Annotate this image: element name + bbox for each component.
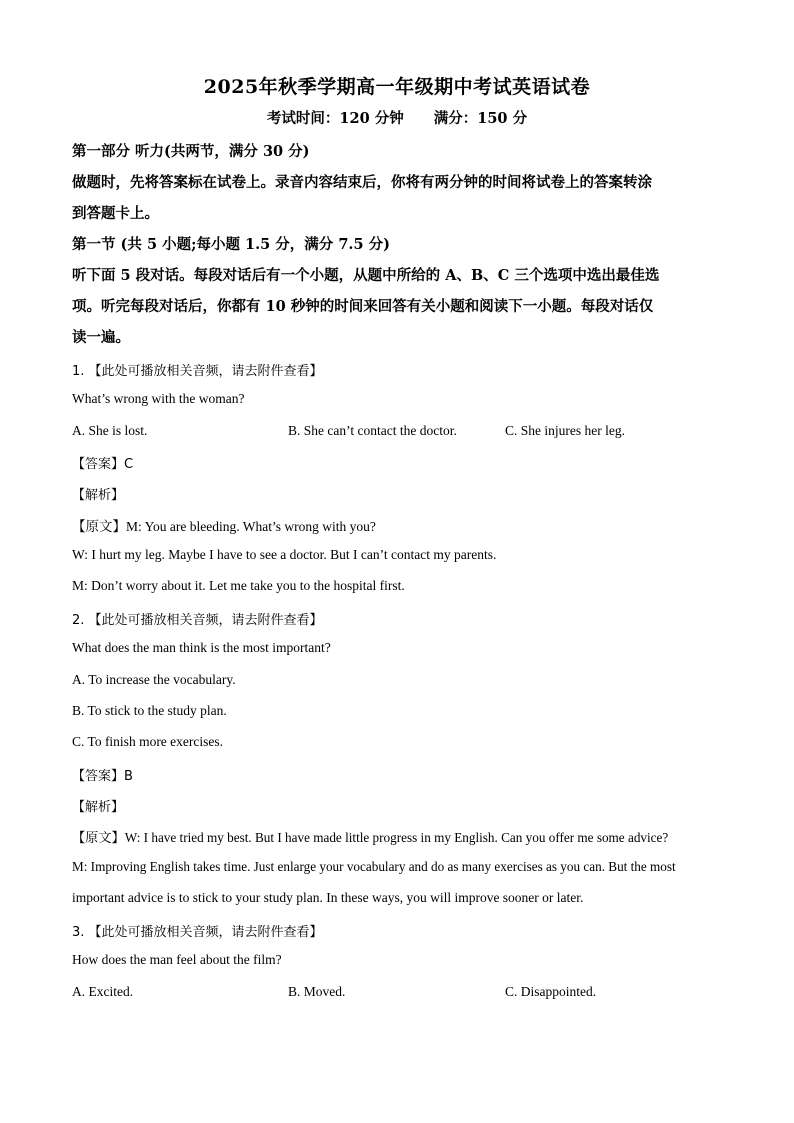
q3-audio-note: 3. 【此处可播放相关音频，请去附件查看】 — [72, 925, 323, 940]
q2-transcript-line-1: 【原文】W: I have tried my best. But I have made little progress in my English. Can you offer me some advice? — [72, 830, 669, 845]
q1-transcript-line-2: W: I hurt my leg. Maybe I have to see a doctor. But I can’t contact my parents. — [72, 547, 497, 562]
q1-question: What’s wrong with the woman? — [72, 391, 245, 406]
q1-option-b: B. She can’t contact the doctor. — [288, 423, 457, 438]
instruction-line-2: 到答题卡上。 — [72, 205, 159, 222]
section1-line-2: 项。听完每段对话后，你都有 10 秒钟的时间来回答有关小题和阅读下一小题。每段对话仅 — [72, 298, 654, 315]
q1-option-c: C. She injures her leg. — [505, 423, 625, 438]
exam-subtitle — [0, 107, 794, 128]
q1-transcript-line-1: 【原文】M: You are bleeding. What’s wrong with you? — [72, 519, 376, 534]
exam-score: 满分：150 分 — [433, 110, 528, 127]
exam-title: 2025年秋季学期高一年级期中考试英语试卷 — [203, 76, 591, 98]
instruction-line-1: 做题时，先将答案标在试卷上。录音内容结束后，你将有两分钟的时间将试卷上的答案转涂 — [72, 174, 652, 191]
q3-question: How does the man feel about the film? — [72, 952, 282, 967]
section1-line-3: 读一遍。 — [72, 329, 130, 346]
q2-analysis: 【解析】 — [72, 800, 125, 815]
q2-transcript-line-2: M: Improving English takes time. Just enlarge your vocabulary and do as many exercises as you can. But the most — [72, 859, 676, 874]
q1-answer: 【答案】C — [72, 457, 134, 472]
q1-option-a: A. She is lost. — [72, 423, 148, 438]
part1-heading: 第一部分 听力(共两节，满分 30 分) — [72, 143, 310, 160]
q3-option-b: B. Moved. — [288, 984, 346, 999]
q2-transcript-line-3: important advice is to stick to your study plan. In these ways, you will improve sooner or later. — [72, 890, 584, 905]
section1-heading: 第一节 (共 5 小题;每小题 1.5 分，满分 7.5 分) — [72, 236, 390, 253]
q2-option-c: C. To finish more exercises. — [72, 734, 224, 749]
q1-audio-note: 1. 【此处可播放相关音频，请去附件查看】 — [72, 364, 323, 379]
q2-answer: 【答案】B — [72, 769, 133, 784]
q2-question: What does the man think is the most important? — [72, 640, 331, 655]
q3-option-c: C. Disappointed. — [505, 984, 597, 999]
q2-option-b: B. To stick to the study plan. — [72, 703, 227, 718]
q3-option-a: A. Excited. — [72, 984, 134, 999]
q1-transcript-line-3: M: Don’t worry about it. Let me take you to the hospital first. — [72, 578, 405, 593]
section1-line-1: 听下面 5 段对话。每段对话后有一个小题，从题中所给的 A、B、C 三个选项中选出最佳选 — [72, 267, 660, 284]
q1-analysis: 【解析】 — [72, 488, 125, 503]
q2-audio-note: 2. 【此处可播放相关音频，请去附件查看】 — [72, 613, 323, 628]
exam-time: 考试时间：120 分钟 — [266, 110, 404, 127]
q2-option-a: A. To increase the vocabulary. — [72, 672, 236, 687]
